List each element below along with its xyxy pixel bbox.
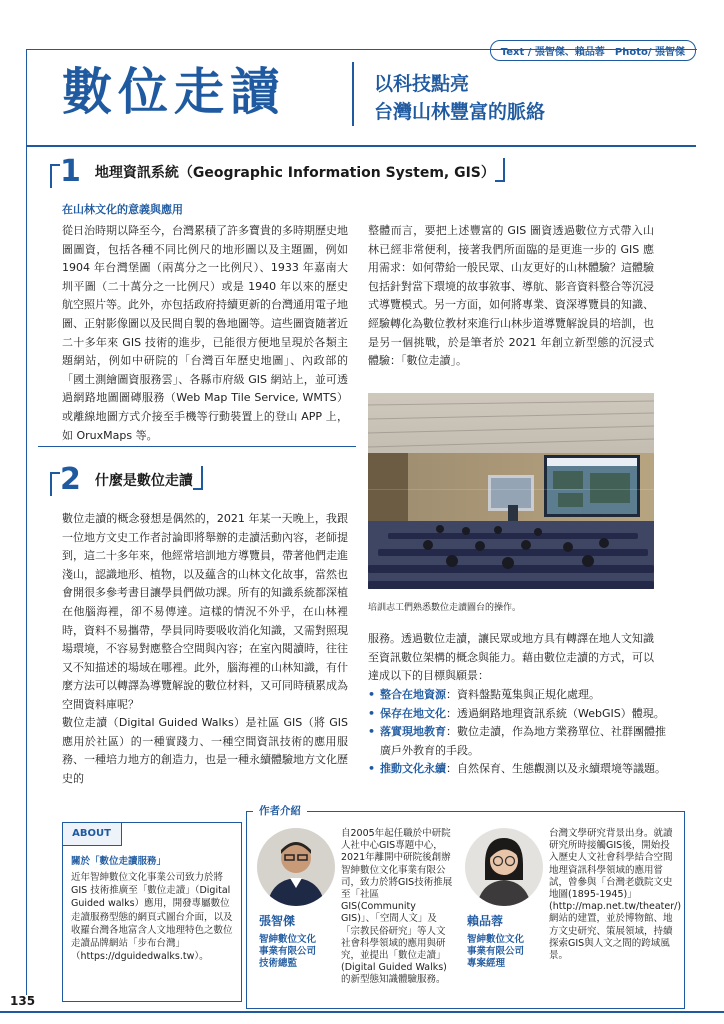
credit-line: Text / 張智傑、賴品蓉 Photo/ 張智傑 — [490, 40, 696, 61]
section-2-paragraph-right: 服務。透過數位走讀，讓民眾或地方具有轉譯在地人文知識至資訊數位架構的概念與能力。藉由數位走讀的方式，可以達成以下的目標與願景： — [368, 632, 654, 683]
author-1-name: 張智傑 — [259, 914, 296, 928]
author-1-role: 智紳數位文化 事業有限公司 技術總監 — [259, 934, 317, 969]
section-1-subheading: 在山林文化的意義與應用 — [62, 203, 183, 216]
bullet-icon: • — [368, 725, 376, 739]
section-2-heading — [50, 462, 193, 497]
section-1-paragraph-left: 從日治時期以降至今，台灣累積了許多寶貴的多時期歷史地圖圖資，包括各種不同比例尺的地形圖以及主題圖，例如 1904 年台灣堡圖（兩萬分之一比例尺）、1933 年嘉南大圳平圖（二十萬分之一比例尺）或是 1940 年以來的歷史航空照片等。此外，亦包括政府持續更新的台灣通用電子地圖、正射影像圖以及民間自製的魯地圖等。這些圖資隨著近二十多年來 GIS 技術的進步，已能很方便地呈現於各類主題網站，例如中研院的「台灣百年歷史地圖」、內政部的「國土測繪圖資服務雲」、各縣市府級 GIS 網站上，並可透過網路地圖圖磚服務（Web Map Tile Service, WMTS）或離線地圖方式介接至手機等行動裝置上的登山 APP 上，如 OruxMaps 等。 — [62, 224, 348, 442]
section-1-heading — [50, 154, 495, 189]
list-item: • 保存在地文化：透過網路地理資訊系統（WebGIS）體現。 — [368, 705, 668, 724]
page-number: 135 — [10, 994, 36, 1008]
subtitle-line-1: 以科技點亮 — [374, 73, 470, 95]
authors-box — [246, 805, 685, 1009]
bullet-icon: • — [368, 762, 376, 776]
list-item: • 推動文化永續：自然保育、生態觀測以及永續環境等議題。 — [368, 760, 668, 779]
footer-rule — [0, 1011, 724, 1013]
section-2-paragraph-1: 數位走讀的概念發想是偶然的，2021 年某一天晚上，我跟一位地方文史工作者討論即將舉辦的走讀活動內容，老師提到，這二十多年來，他經常培訓地方導覽員，帶著他們走進淺山，認識地形、植物，以及蘊含的山林文化故事，當然也會開很多參考書目讓學員們做功課。所有的知識系統都深植在他腦海裡，卻不易傳達。這樣的情況不外乎，在山林裡時，資料不易攜帶，學員同時要吸收消化知識，又需對照現場環境，不容易對應整合空間與內容；在室內閱讀時，往往又不知描述的場域在哪裡。此外，腦海裡的山林知識，有什麼方法可以轉譯為導覽解說的數位材料，又可同時積累成為空間資料庫呢？ — [62, 512, 348, 711]
training-photo — [368, 393, 654, 589]
section-2-title: 什麼是數位走讀 — [94, 473, 193, 489]
about-heading: 關於「數位走讀服務」 — [71, 856, 167, 867]
about-box — [62, 822, 242, 1002]
section-2-number: 2 — [60, 462, 81, 497]
article-title: 數位走讀 — [62, 63, 286, 121]
bullet-icon: • — [368, 706, 376, 720]
section-1-paragraph-right: 整體而言，要把上述豐富的 GIS 圖資透過數位方式帶入山林已經非常便利，接著我們所面臨的是更進一步的 GIS 應用需求：如何帶給一般民眾、山友更好的山林體驗？這體驗包括針對當下環境的故事敘事、導航、影音資料整合等沉浸式導覽模式。另一方面，如何將專業、資深導覽員的知識、經驗轉化為數位教材來進行山林步道導覽解說員的培訓，也是另一個挑戰，於是筆者於 2021 年創立新型態的沉浸式體驗：「數位走讀」。 — [368, 224, 654, 368]
author-1-bio: 自2005年起任職於中研院人社中心GIS專題中心，2021年離開中研院後創辦智紳數位文化事業有限公司，致力於將GIS技術推展至「社區GIS(Community GIS)」、「空間人文」及「宗教民俗研究」等人文社會科學領域的應用與研究，並提出「數位走讀」(Digital Guided Walks)的新型態知識體驗服務。 — [341, 828, 453, 986]
section-1-number: 1 — [60, 154, 81, 189]
author-2-name: 賴品蓉 — [467, 914, 504, 928]
photo-caption: 培訓志工們熟悉數位走讀圖台的操作。 — [368, 603, 522, 613]
list-item: • 整合在地資源：資料盤點蒐集與正規化處理。 — [368, 686, 668, 705]
avatar — [465, 828, 543, 906]
section-1-title: 地理資訊系統（Geographic Information System, GIS） — [94, 165, 495, 181]
list-item: • 落實現地教育：數位走讀，作為地方業務單位、社群團體推廣戶外教育的手段。 — [368, 725, 666, 757]
article-subtitle — [374, 70, 545, 126]
section-divider — [38, 446, 356, 447]
about-text: 近年智紳數位文化事業公司致力於將 GIS 技術推廣至「數位走讀」（Digital Guided walks）應用，開發專屬數位走讀服務型態的網頁式圖台介面，以及收羅台灣各地富含人文地理特色之數位走讀品牌網站「步布台灣」（https://dguidedwalks.tw）。 — [71, 872, 233, 963]
goals-list — [368, 686, 668, 779]
section-2-paragraph-2: 數位走讀（Digital Guided Walks）是社區 GIS（將 GIS 應用於社區）的一種實踐力、一種空間資訊技術的應用服務、一種培力地方的創造力，也是一種永續體驗地方文化歷史的 — [62, 716, 348, 785]
avatar — [257, 828, 335, 906]
about-label: ABOUT — [62, 822, 122, 846]
author-2-bio: 台灣文學研究背景出身。就讀研究所時接觸GIS後，開始投入歷史人文社會科學結合空間地理資訊科學領域的應用嘗試，曾參與「台灣老戲院文史地圖(1895-1945)」(http://map.net.tw/theater/)網站的建置，並於博物館、地方文史研究、策展領域，持續探索GIS與人文之間的跨域風景。 — [549, 828, 682, 962]
author-2-role: 智紳數位文化 事業有限公司 專案經理 — [467, 934, 525, 969]
subtitle-line-2: 台灣山林豐富的脈絡 — [374, 101, 546, 123]
authors-label: 作者介紹 — [253, 803, 307, 818]
bullet-icon: • — [368, 688, 376, 701]
title-divider — [352, 62, 354, 126]
title-rule — [26, 145, 696, 147]
